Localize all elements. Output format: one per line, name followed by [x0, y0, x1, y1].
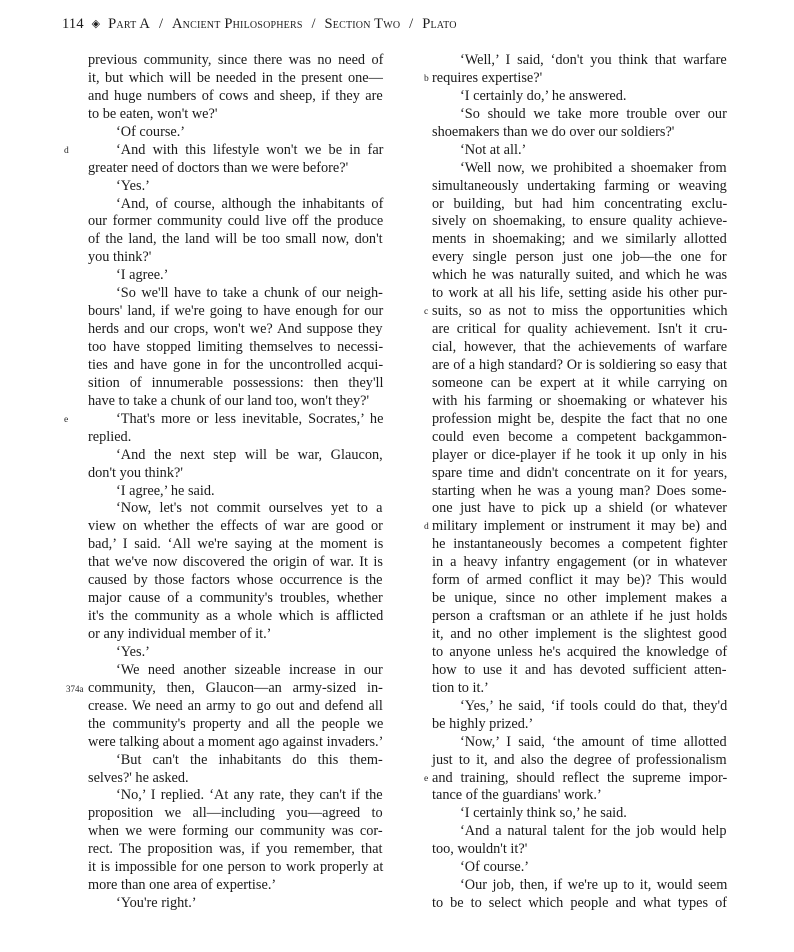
line-text: are of a high standard? Or is soldiering so easy that: [432, 356, 728, 373]
line-text: every single person just one job—the one for: [432, 249, 727, 266]
right-text-column: [424, 52, 728, 913]
line-text: that we've now discovered the origin of war. It is: [88, 554, 383, 571]
line-text: ‘Well now, we prohibited a shoemaker from: [460, 159, 727, 176]
line-text: cial, however, that the achievements of warfare: [432, 339, 728, 355]
text-line: [88, 483, 383, 501]
text-line: [432, 626, 727, 644]
text-line: [432, 859, 727, 877]
line-text: tance of the guardians' work.’: [432, 787, 602, 804]
line-text: form of armed conflict it may be)? This would: [432, 572, 727, 589]
text-line: [432, 572, 727, 590]
stephanus-marker: e: [424, 773, 429, 784]
line-text: ‘You're right.’: [116, 895, 197, 912]
text-line: [432, 698, 727, 716]
stephanus-marker: c: [424, 307, 429, 318]
text-line: [432, 447, 727, 465]
line-text: one just have to pick up a shield (or whatever: [432, 500, 728, 517]
text-line: [432, 321, 727, 339]
ornament-icon: ◈: [91, 18, 101, 30]
text-line: [432, 249, 727, 267]
line-text: how to use it and has devoted sufficient atten-: [432, 661, 727, 678]
line-text: major cause of a community's troubles, whether: [88, 590, 383, 607]
line-text: you think?': [88, 249, 152, 266]
text-line: [432, 787, 727, 805]
line-text: ‘Our job, then, if we're up to it, would seem: [460, 877, 728, 894]
line-text: rect. The proposition was, if you remember, that: [88, 841, 383, 858]
line-text: ‘We need another sizeable increase in our: [116, 661, 383, 678]
line-text: ‘Of course.’: [116, 123, 186, 140]
line-text: just to it, and also the degree of professionalism: [432, 751, 727, 768]
text-line: [432, 285, 727, 303]
line-text: sition of innumerable possessions: then they'll: [88, 374, 384, 391]
line-text: or any individual member of it.’: [88, 626, 272, 642]
stephanus-marker: d: [424, 522, 429, 533]
text-line: [88, 285, 383, 303]
text-line: [432, 142, 727, 160]
line-text: ‘And, of course, although the inhabitants of: [116, 195, 384, 212]
line-text: ‘And a natural talent for the job would help: [460, 823, 727, 840]
line-text: and huge numbers of cows and sheep, if they are: [88, 87, 383, 104]
line-text: the community's property and all the people we: [88, 715, 384, 732]
text-line: [88, 626, 383, 644]
running-header: [62, 16, 457, 33]
text-line: [432, 895, 727, 913]
line-text: to be eaten, won't we?': [88, 105, 218, 122]
text-line: [88, 249, 383, 267]
text-line: [88, 124, 383, 142]
text-line: [432, 536, 727, 554]
text-line: [432, 877, 727, 895]
line-text: ties and have gone in for the uncontrolled acqui-: [88, 356, 384, 373]
line-text: bours' land, if we're going to have enough for our: [88, 303, 384, 320]
line-text: previous community, since there was no need of: [88, 52, 384, 68]
text-line: [432, 160, 727, 178]
text-line: [88, 662, 383, 680]
line-text: ‘Yes.’: [116, 177, 150, 194]
line-text: crease. We need an army to go out and defend all: [88, 697, 383, 714]
line-text: military implement or instrument it may be) and: [432, 518, 727, 535]
line-text: selves?' he asked.: [88, 769, 189, 786]
left-text-column: [64, 52, 384, 913]
text-line: [64, 141, 384, 160]
text-line: [424, 518, 727, 536]
text-line: [88, 375, 383, 393]
text-line: [432, 662, 727, 680]
line-text: community, then, Glaucon—an army-sized in-: [88, 679, 383, 696]
line-text: it's the community as a whole which is afflicted: [88, 608, 384, 625]
header-slash: /: [158, 16, 164, 32]
line-text: were talking about a moment ago against invaders.’: [88, 733, 384, 750]
line-text: tion to it.’: [432, 679, 489, 696]
line-text: our former community could live off the produce: [88, 213, 384, 230]
line-text: greater need of doctors than we were before?': [88, 159, 349, 176]
text-line: [432, 590, 727, 608]
text-line: [88, 895, 383, 913]
line-text: too have stopped limiting themselves to necessi-: [88, 339, 384, 355]
text-line: [432, 805, 727, 823]
text-line: [88, 160, 383, 178]
line-text: view on whether the effects of war are good or: [88, 518, 383, 535]
text-line: [88, 770, 383, 788]
line-text: in a heavy infantry engagement (or in whatever: [432, 554, 728, 571]
line-text: have to take a chunk of our land too, won't they?': [88, 392, 370, 409]
text-line: [432, 411, 727, 429]
line-text: starting when he was a young man? Does some-: [432, 482, 727, 499]
text-line: [432, 196, 727, 214]
text-line: [432, 52, 727, 70]
line-text: ‘I agree,’ he said.: [116, 482, 215, 499]
text-line: [432, 124, 727, 142]
line-text: ‘Well,’ I said, ‘don't you think that warfare: [460, 52, 727, 68]
text-line: [424, 303, 728, 321]
text-line: [88, 734, 383, 752]
text-line: [88, 393, 383, 411]
header-part: Part A: [108, 16, 151, 32]
line-text: caused by those factors whose occurrence is the: [88, 572, 383, 589]
text-line: [88, 429, 383, 447]
text-line: [88, 465, 383, 483]
line-text: player or dice-player if he took it up only in his: [432, 446, 727, 463]
text-line: [432, 339, 727, 357]
text-line: [88, 518, 383, 536]
line-text: which he was naturally suited, and which he was: [432, 267, 728, 284]
text-line: [432, 500, 727, 518]
text-line: [432, 429, 727, 447]
text-line: [432, 644, 727, 662]
line-text: shoemakers than we do over our soldiers?': [432, 123, 675, 140]
stephanus-marker: 374a: [66, 683, 84, 694]
line-text: be highly prized.’: [432, 715, 534, 732]
text-line: [66, 679, 383, 698]
line-text: of the land, the land will be too small now, don't: [88, 231, 383, 248]
text-line: [88, 644, 383, 662]
text-line: [88, 267, 383, 285]
text-line: [432, 178, 727, 196]
text-line: [432, 106, 727, 124]
line-text: ‘I agree.’: [116, 267, 169, 284]
line-text: he instantaneously becomes a competent fighter: [432, 536, 728, 553]
text-line: [432, 213, 727, 231]
header-section-a: Ancient Philosophers: [172, 16, 303, 32]
header-section-b: Section Two: [324, 16, 401, 32]
text-line: [88, 196, 383, 214]
line-text: don't you think?': [88, 464, 183, 481]
text-line: [432, 88, 727, 106]
text-line: [88, 698, 383, 716]
line-text: ‘Not at all.’: [460, 141, 527, 158]
text-line: [88, 752, 383, 770]
text-line: [88, 805, 383, 823]
text-line: [432, 483, 727, 501]
stephanus-marker: b: [424, 73, 429, 84]
text-line: [88, 823, 383, 841]
line-text: profession might be, despite the fact that no one: [432, 410, 728, 427]
line-text: ‘And with this lifestyle won't we be in far: [116, 141, 384, 158]
text-line: [88, 787, 383, 805]
line-text: be unique, since no other implement makes a: [432, 590, 728, 607]
text-line: [88, 590, 383, 608]
line-text: bad,’ I said. ‘All we're saying at the moment is: [88, 536, 384, 553]
line-text: ‘But can't the inhabitants do this them-: [116, 751, 383, 768]
line-text: suits, so as not to miss the opportunities which: [432, 303, 728, 320]
text-line: [88, 536, 383, 554]
text-line: [432, 823, 727, 841]
text-line: [88, 339, 383, 357]
page-number: 114: [62, 16, 84, 32]
line-text: more than one area of expertise.’: [88, 877, 277, 894]
line-text: proposition we all—including you—agreed to: [88, 805, 383, 822]
text-line: [88, 357, 383, 375]
line-text: with his farming or shoemaking or whatever his: [432, 392, 728, 409]
line-text: it, but which will be needed in the present one—: [88, 69, 383, 86]
stephanus-marker: e: [64, 414, 69, 425]
line-text: ‘Yes,’ he said, ‘if tools could do that, they'd: [460, 697, 728, 714]
text-line: [432, 841, 727, 859]
line-text: ‘I certainly do,’ he answered.: [460, 87, 627, 104]
line-text: it is impossible for one person to work properly at: [88, 859, 384, 876]
line-text: ‘Yes.’: [116, 643, 150, 660]
line-text: are critical for quality achievement. Isn't it cru-: [432, 321, 728, 338]
line-text: it, and no other implement is the slightest good: [432, 626, 727, 642]
text-line: [432, 680, 727, 698]
text-line: [88, 88, 383, 106]
line-text: to anyone unless he's acquired the knowledge of: [432, 643, 728, 660]
text-line: [88, 841, 383, 859]
text-line: [88, 877, 383, 895]
line-text: could even become a competent backgammon-: [432, 428, 727, 445]
line-text: ‘Now,’ I said, ‘the amount of time allotted: [460, 733, 727, 750]
text-line: [432, 465, 727, 483]
text-line: [88, 178, 383, 196]
text-line: [424, 769, 728, 788]
text-line: [432, 393, 727, 411]
line-text: ‘And the next step will be war, Glaucon,: [116, 446, 383, 463]
text-line: [432, 357, 727, 375]
line-text: too, wouldn't it?': [432, 841, 528, 858]
text-line: [88, 321, 383, 339]
text-line: [432, 734, 727, 752]
header-slash: /: [311, 16, 316, 32]
text-line: [432, 752, 727, 770]
line-text: someone can be expert at it while carrying on: [432, 374, 728, 391]
text-line: [88, 572, 383, 590]
text-line: [432, 608, 727, 626]
line-text: to work at all his life, setting aside his other pur-: [432, 285, 728, 302]
text-line: [432, 375, 727, 393]
text-line: [88, 608, 383, 626]
line-text: to be to select which people and what types of: [432, 895, 728, 912]
header-section-c: Plato: [422, 16, 457, 32]
text-line: [88, 213, 383, 231]
text-line: [432, 231, 727, 249]
line-text: ‘No,’ I replied. ‘At any rate, they can't if the: [116, 787, 383, 804]
text-line: [88, 52, 383, 70]
line-text: ‘That's more or less inevitable, Socrates,’ he: [116, 410, 384, 427]
line-text: and training, should reflect the supreme impor-: [432, 769, 728, 786]
line-text: simultaneously undertaking farming or weaving: [432, 177, 727, 194]
line-text: ‘Of course.’: [460, 859, 530, 876]
text-line: [424, 69, 727, 88]
text-line: [88, 70, 383, 88]
text-line: [88, 447, 383, 465]
text-line: [88, 500, 383, 518]
text-line: [88, 106, 383, 124]
header-slash: /: [409, 16, 414, 32]
text-line: [432, 554, 727, 572]
text-line: [88, 303, 383, 321]
line-text: person a craftsman or an athlete if he just holds: [432, 608, 728, 625]
text-line: [88, 231, 383, 249]
line-text: sively on shoemaking, to ensure quality achieve-: [432, 213, 728, 230]
line-text: ‘Now, let's not commit ourselves yet to a: [116, 500, 383, 517]
line-text: ‘I certainly think so,’ he said.: [460, 805, 627, 822]
stephanus-marker: d: [64, 145, 69, 156]
line-text: or building, but had him concentrating exclu-: [432, 195, 728, 212]
line-text: ‘So we'll have to take a chunk of our neigh-: [116, 285, 383, 302]
text-line: [432, 267, 727, 285]
text-line: [432, 716, 727, 734]
line-text: ‘So should we take more trouble over our: [460, 105, 727, 122]
line-text: herds and our crops, won't we? And suppose they: [88, 321, 383, 338]
text-line: [88, 716, 383, 734]
text-line: [88, 859, 383, 877]
line-text: spare time and didn't concentrate on it for years,: [432, 464, 728, 481]
text-line: [88, 554, 383, 572]
line-text: replied.: [88, 428, 132, 445]
line-text: requires expertise?': [432, 69, 543, 86]
text-line: [64, 410, 384, 429]
line-text: when we were forming our community was cor-: [88, 823, 383, 840]
line-text: ments in shoemaking; and we similarly allotted: [432, 231, 727, 248]
